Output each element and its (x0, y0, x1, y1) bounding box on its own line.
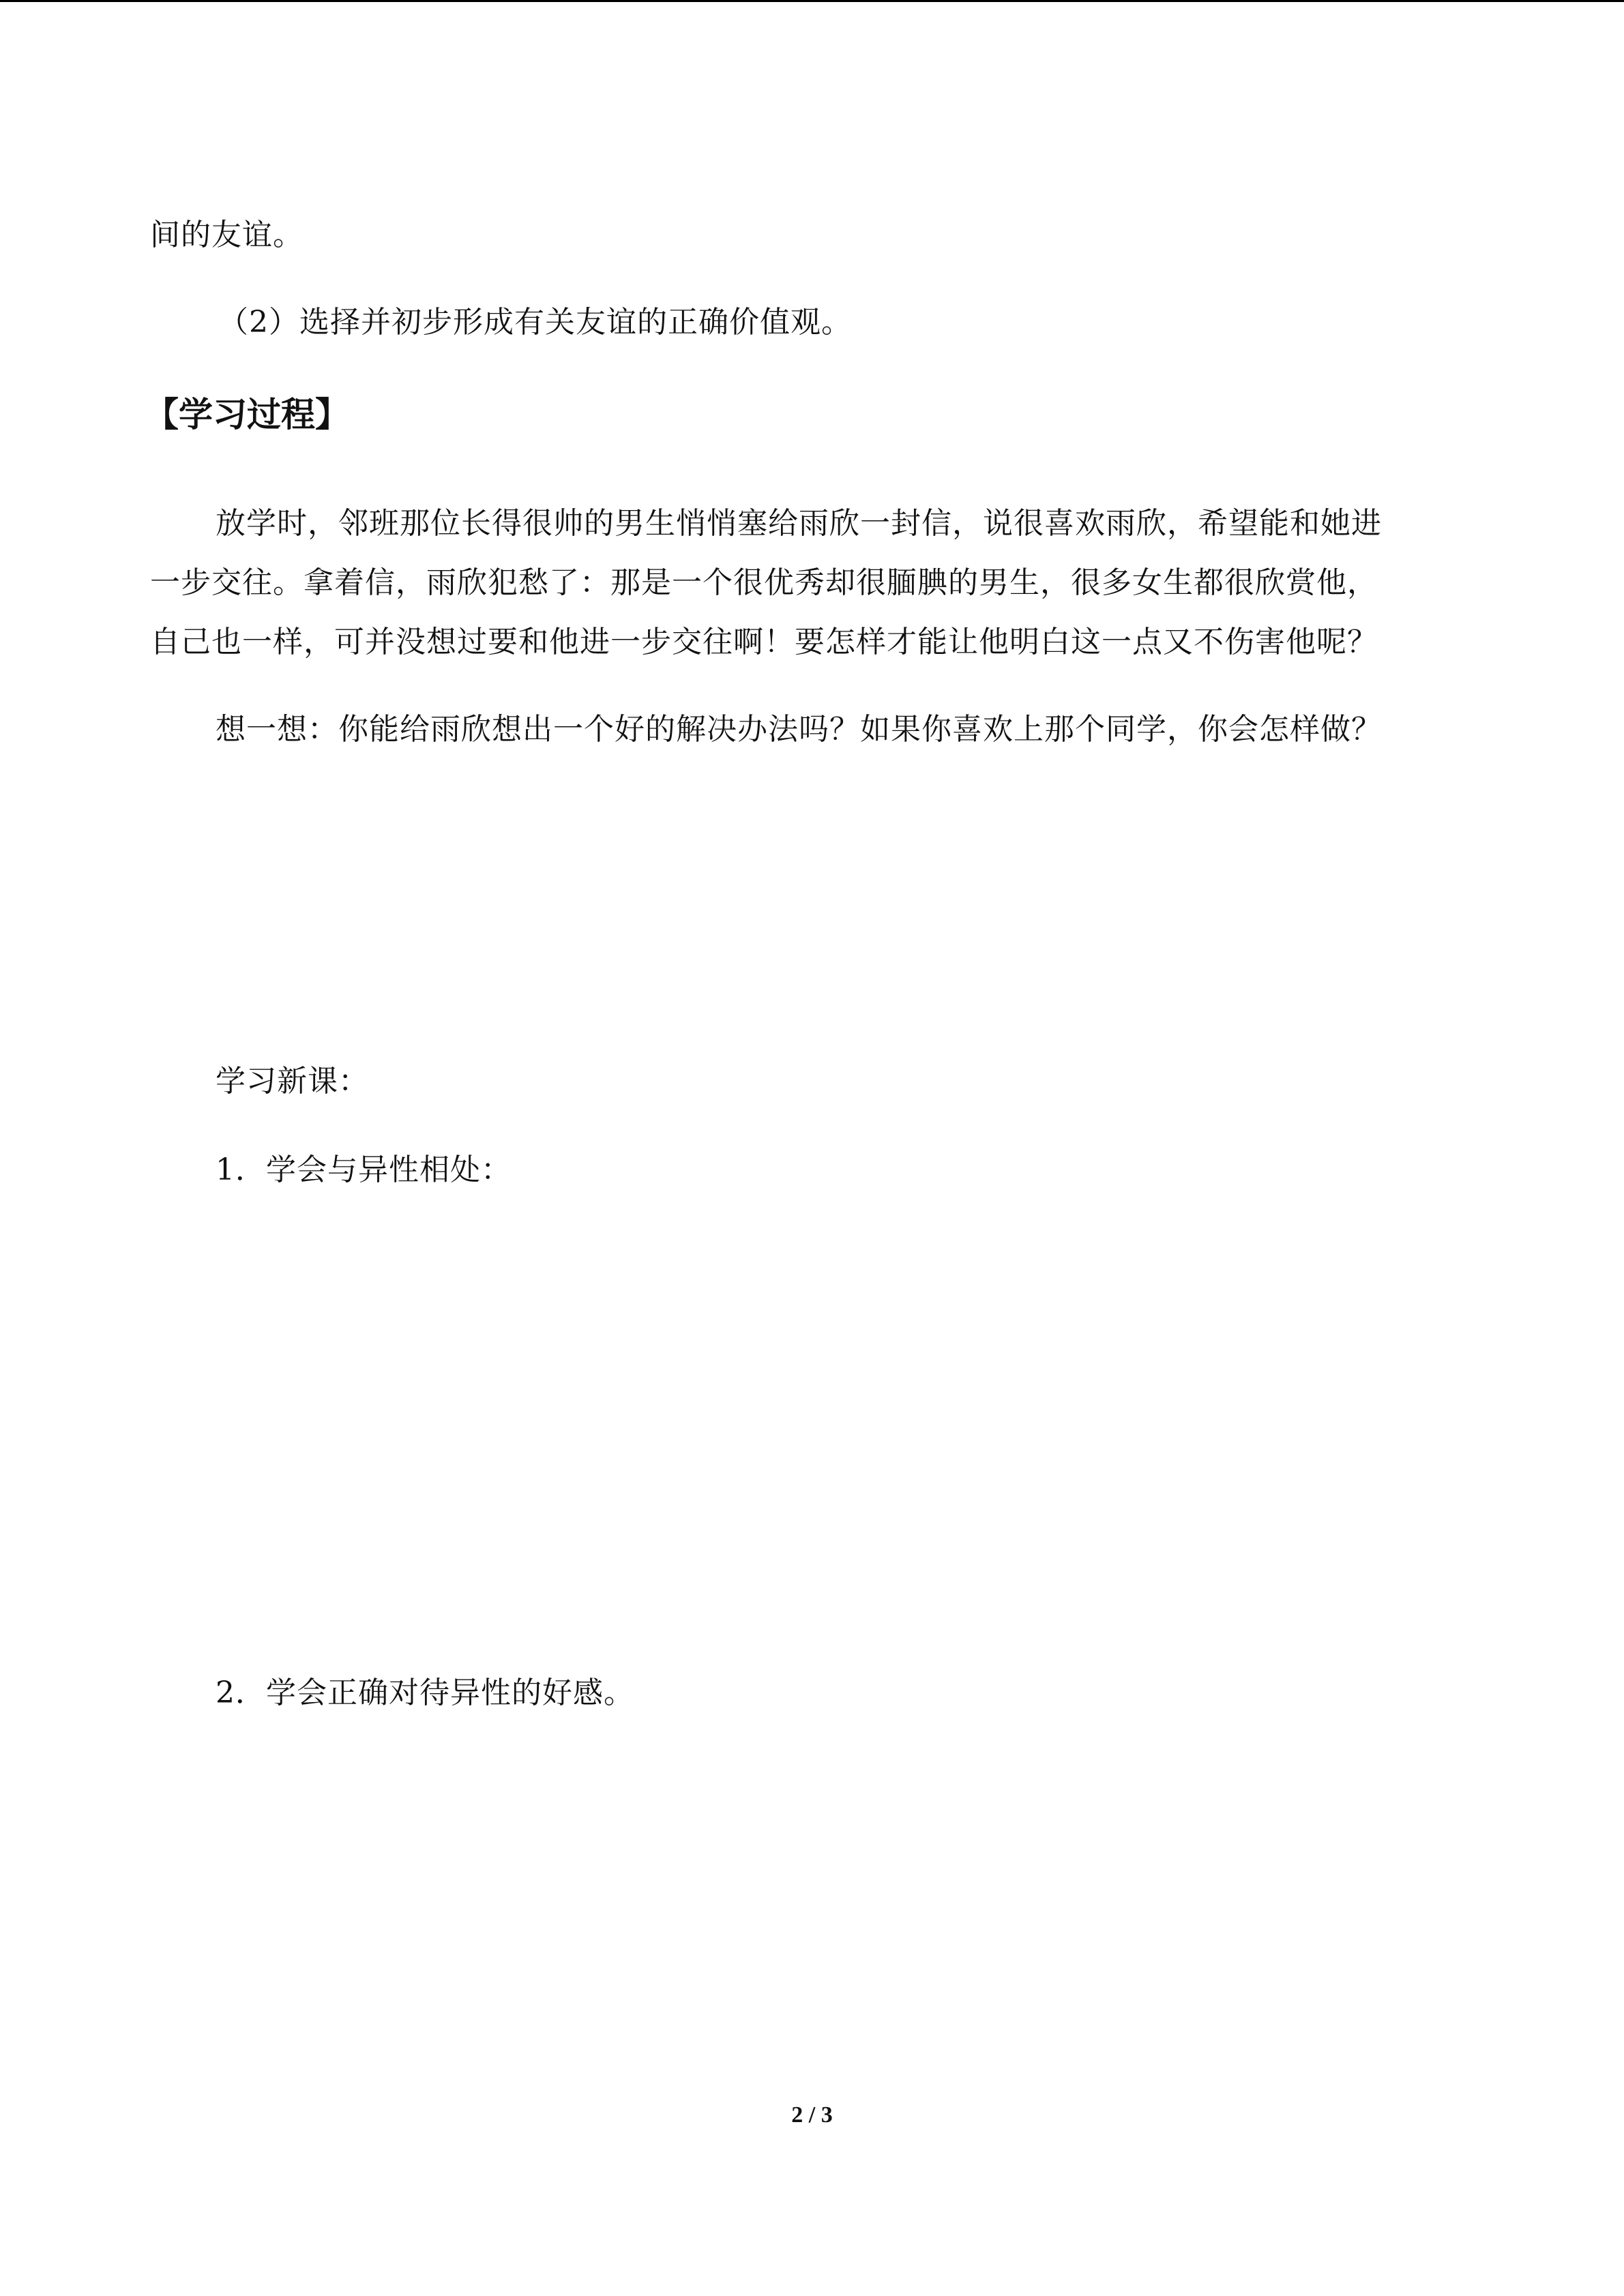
objectives-continuation: 间的友谊。 (150, 218, 304, 252)
story-line-1: 放学时，邻班那位长得很帅的男生悄悄塞给雨欣一封信，说很喜欢雨欣，希望能和她进 (216, 506, 1382, 541)
new-lesson-label: 学习新课： (216, 1064, 369, 1099)
page-top-border (0, 0, 1624, 2)
objective-2: （2）选择并初步形成有关友谊的正确价值观。 (218, 305, 852, 340)
lesson-item-1: 1．学会与异性相处： (216, 1152, 512, 1187)
page-number: 2 / 3 (791, 2102, 833, 2128)
story-line-2: 一步交往。拿着信，雨欣犯愁了：那是一个很优秀却很腼腆的男生，很多女生都很欣赏他， (150, 565, 1378, 600)
lesson-item-2: 2．学会正确对待异性的好感。 (216, 1675, 634, 1710)
story-line-3: 自己也一样，可并没想过要和他进一步交往啊！要怎样才能让他明白这一点又不伤害他呢？ (150, 625, 1378, 659)
section-heading-learning-process: 【学习过程】 (145, 395, 349, 434)
think-prompt: 想一想：你能给雨欣想出一个好的解决办法吗？如果你喜欢上那个同学，你会怎样做？ (216, 712, 1382, 747)
